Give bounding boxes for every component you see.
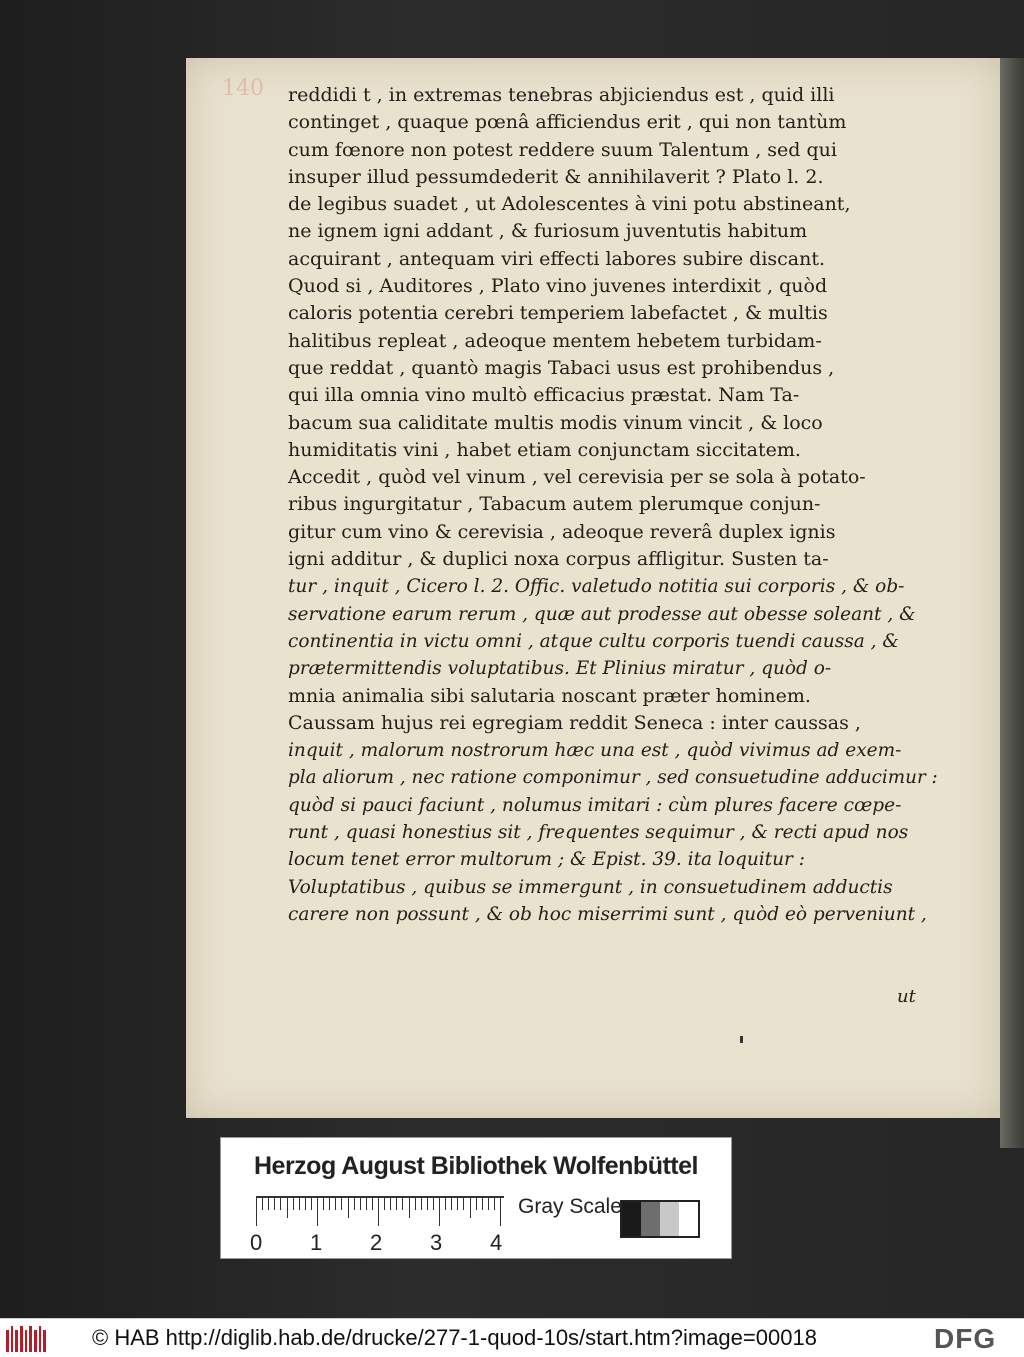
text-line: servatione earum rerum , quæ aut prodesse aut obesse soleant , & bbox=[288, 603, 916, 625]
ruler-tick bbox=[360, 1198, 361, 1210]
ruler-tick bbox=[335, 1198, 336, 1210]
ruler-tick bbox=[433, 1198, 434, 1210]
text-line: tur , inquit , Cicero l. 2. Offic. valetudo notitia sui corporis , & ob- bbox=[288, 576, 905, 598]
ruler-digit: 4 bbox=[490, 1230, 503, 1255]
text-line: caloris potentia cerebri temperiem labefactet , & multis bbox=[288, 302, 828, 325]
ruler-tick bbox=[396, 1198, 397, 1210]
text-line: gitur cum vino & cerevisia , adeoque reverâ duplex ignis bbox=[288, 520, 836, 543]
text-line: prætermittendis voluptatibus. Et Plinius miratur , quòd o- bbox=[288, 658, 832, 680]
footer-copyright-link[interactable]: © HAB http://diglib.hab.de/drucke/277-1-quod-10s/start.htm?image=00018 bbox=[92, 1325, 817, 1350]
ruler-tick bbox=[470, 1198, 471, 1218]
text-line: humiditatis vini , habet etiam conjunctam siccitatem. bbox=[288, 438, 801, 461]
text-line: halitibus repleat , adeoque mentem hebetem turbidam- bbox=[288, 329, 822, 352]
dfg-logo-icon[interactable]: DFG bbox=[934, 1323, 997, 1354]
text-line: ne ignem igni addant , & furiosum juventutis habitum bbox=[288, 220, 808, 243]
gray-swatch bbox=[660, 1202, 679, 1236]
ruler-tick bbox=[384, 1198, 385, 1210]
text-line: ribus ingurgitatur , Tabacum autem plerumque conjun- bbox=[288, 493, 821, 516]
adjacent-page-edge bbox=[1000, 58, 1024, 1148]
ruler-tick bbox=[262, 1198, 263, 1210]
ruler-tick bbox=[457, 1198, 458, 1210]
ruler-digit: 1 bbox=[310, 1230, 323, 1255]
text-line: igni additur , & duplici noxa corpus affligitur. Susten ta- bbox=[288, 548, 829, 571]
gray-swatch bbox=[679, 1202, 698, 1236]
ruler-tick bbox=[268, 1198, 269, 1210]
ruler-digit: 3 bbox=[430, 1230, 443, 1255]
ruler-tick bbox=[341, 1198, 342, 1210]
ruler-tick bbox=[311, 1198, 312, 1210]
ruler-digit: 0 bbox=[250, 1230, 263, 1255]
text-line: acquirant , antequam viri effecti labores subire discant. bbox=[288, 247, 826, 270]
text-line: reddidi t , in extremas tenebras abjiciendus est , quid illi bbox=[288, 84, 835, 106]
hab-logo-icon[interactable] bbox=[6, 1326, 46, 1352]
faint-page-number: 140 bbox=[222, 76, 264, 101]
text-line: Voluptatibus , quibus se immergunt , in consuetudinem adductis bbox=[288, 876, 893, 898]
text-line: cum fœnore non potest reddere suum Talentum , sed qui bbox=[288, 138, 837, 161]
text-line: runt , quasi honestius sit , frequentes sequimur , & recti apud nos bbox=[288, 822, 909, 844]
hab-logo-bar bbox=[29, 1326, 32, 1352]
ruler-tick bbox=[500, 1198, 501, 1226]
ruler-tick bbox=[305, 1198, 306, 1210]
ruler-tick bbox=[280, 1198, 281, 1210]
hab-logo-bar bbox=[15, 1330, 18, 1352]
text-line: que reddat , quantò magis Tabaci usus est prohibendus , bbox=[288, 356, 835, 379]
hab-logo-bar bbox=[6, 1330, 9, 1352]
page-text-block bbox=[288, 82, 938, 928]
text-line: quòd si pauci faciunt , nolumus imitari : cùm plures facere cœpe- bbox=[288, 794, 902, 816]
ruler-tick bbox=[299, 1198, 300, 1210]
ruler-tick bbox=[427, 1198, 428, 1210]
ruler-tick bbox=[451, 1198, 452, 1210]
ruler-tick bbox=[354, 1198, 355, 1210]
text-line: carere non possunt , & ob hoc miserrimi sunt , quòd eò perveniunt , bbox=[288, 903, 927, 925]
ruler-tick bbox=[439, 1198, 440, 1226]
text-line: inquit , malorum nostrorum hæc una est , quòd vivimus ad exem- bbox=[288, 740, 902, 762]
ruler-tick bbox=[274, 1198, 275, 1210]
ruler-tick bbox=[348, 1198, 349, 1218]
ruler-tick bbox=[256, 1198, 257, 1226]
ruler-tick bbox=[293, 1198, 294, 1210]
hab-logo-bar bbox=[34, 1330, 37, 1352]
ruler-digit: 2 bbox=[370, 1230, 383, 1255]
text-line: Caussam hujus rei egregiam reddit Seneca : inter caussas , bbox=[288, 711, 861, 734]
text-line: mnia animalia sibi salutaria noscant præter hominem. bbox=[288, 684, 811, 707]
text-line: continentia in victu omni , atque cultu corporis tuendi caussa , & bbox=[288, 630, 899, 652]
ruler-scale bbox=[256, 1196, 504, 1228]
text-line: de legibus suadet , ut Adolescentes à vini potu abstineant, bbox=[288, 193, 851, 216]
gray-scale-label: Gray Scale bbox=[518, 1195, 622, 1218]
text-line: bacum sua caliditate multis modis vinum vincit , & loco bbox=[288, 411, 823, 434]
ruler-tick bbox=[402, 1198, 403, 1210]
ruler-tick bbox=[287, 1198, 288, 1218]
catchword: ut bbox=[897, 986, 916, 1007]
ruler-tick bbox=[482, 1198, 483, 1210]
text-line: pla aliorum , nec ratione componimur , sed consuetudine adducimur : bbox=[288, 767, 938, 789]
text-line: qui illa omnia vino multò efficacius præstat. Nam Ta- bbox=[288, 384, 800, 407]
footer-bar bbox=[0, 1318, 1024, 1357]
library-name: Herzog August Bibliothek Wolfenbüttel bbox=[254, 1152, 698, 1180]
gray-scale-swatches bbox=[620, 1200, 700, 1238]
text-line: continget , quaque pœnâ afficiendus erit , qui non tantùm bbox=[288, 111, 847, 134]
hab-logo-bar bbox=[25, 1330, 28, 1352]
ruler-tick bbox=[378, 1198, 379, 1226]
ruler-tick bbox=[317, 1198, 318, 1226]
hab-logo-bar bbox=[39, 1326, 42, 1352]
text-line: insuper illud pessumdederit & annihilaverit ? Plato l. 2. bbox=[288, 165, 824, 188]
ruler-tick bbox=[421, 1198, 422, 1210]
hab-logo-bar bbox=[43, 1330, 46, 1352]
ink-mark bbox=[740, 1036, 743, 1043]
ruler-tick bbox=[488, 1198, 489, 1210]
ruler-tick bbox=[390, 1198, 391, 1210]
ruler-tick bbox=[463, 1198, 464, 1210]
ruler-tick bbox=[415, 1198, 416, 1210]
ruler-tick bbox=[366, 1198, 367, 1210]
ruler-tick bbox=[445, 1198, 446, 1210]
ruler-tick bbox=[476, 1198, 477, 1210]
text-line: locum tenet error multorum ; & Epist. 39. ita loquitur : bbox=[288, 849, 805, 871]
ruler-tick bbox=[494, 1198, 495, 1210]
ruler-tick bbox=[323, 1198, 324, 1210]
ruler-tick bbox=[372, 1198, 373, 1210]
hab-logo-bar bbox=[11, 1326, 14, 1352]
ruler-tick bbox=[409, 1198, 410, 1218]
hab-logo-bar bbox=[20, 1326, 23, 1352]
text-line: Quod si , Auditores , Plato vino juvenes interdixit , quòd bbox=[288, 275, 828, 298]
gray-swatch bbox=[641, 1202, 660, 1236]
ruler-tick bbox=[329, 1198, 330, 1210]
gray-swatch bbox=[622, 1202, 641, 1236]
text-line: Accedit , quòd vel vinum , vel cerevisia per se sola à potato- bbox=[288, 466, 866, 489]
